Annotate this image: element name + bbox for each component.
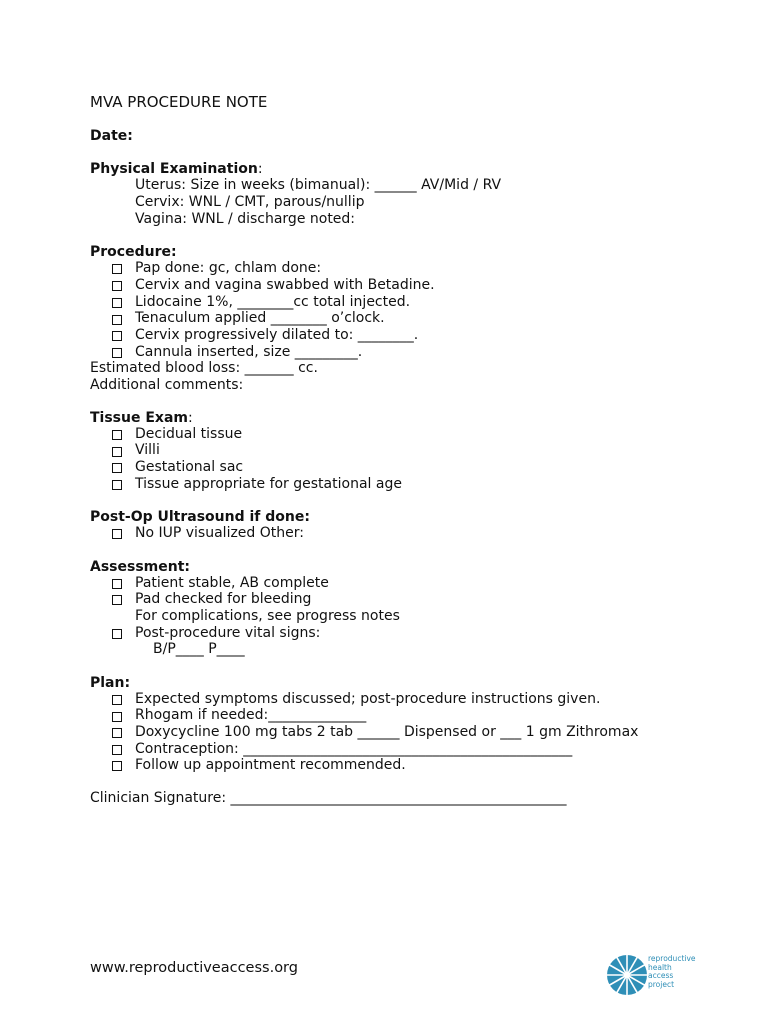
date-label: Date: (90, 128, 133, 144)
logo-line: project (648, 979, 675, 989)
page-title: MVA PROCEDURE NOTE (90, 93, 268, 111)
checkbox-icon[interactable] (112, 728, 122, 738)
logo-line: health (648, 962, 672, 972)
plan-item: Follow up appointment recommended. (135, 757, 406, 773)
logo-line: access (648, 971, 674, 980)
checkbox-icon[interactable] (112, 529, 122, 539)
assessment-item: Pad checked for bleeding (135, 591, 312, 607)
procedure-item: Pap done: gc, chlam done: (135, 260, 322, 276)
tissue-item: Tissue appropriate for gestational age (135, 476, 402, 492)
plan-item: Expected symptoms discussed; post-procedure instructions given. (135, 691, 601, 707)
procedure-item: Cervix progressively dilated to: ________. (135, 327, 419, 343)
checkbox-icon[interactable] (112, 315, 122, 325)
checkbox-icon[interactable] (112, 712, 122, 722)
checkbox-icon[interactable] (112, 695, 122, 705)
checkbox-icon[interactable] (112, 264, 122, 274)
tissue-exam-heading (90, 409, 193, 427)
checkbox-icon[interactable] (112, 463, 122, 473)
checkbox-icon[interactable] (112, 430, 122, 440)
checkbox-icon[interactable] (112, 629, 122, 639)
logo-line: reproductive (648, 954, 696, 963)
cervix-line: Cervix: WNL / CMT, parous/nullip (135, 194, 365, 210)
tissue-item: Decidual tissue (135, 426, 243, 442)
vitals-line: B/P____ P____ (153, 641, 245, 657)
postop-item: No IUP visualized Other: (135, 525, 304, 541)
logo-wordmark (648, 955, 718, 989)
checkbox-icon[interactable] (112, 281, 122, 291)
checkbox-icon[interactable] (112, 761, 122, 771)
procedure-item: Lidocaine 1%, ________cc total injected. (135, 294, 411, 310)
postop-heading: Post-Op Ultrasound if done: (90, 509, 310, 525)
physical-exam-heading-colon: : (257, 161, 263, 177)
procedure-item: Tenaculum applied ________ o’clock. (135, 310, 385, 326)
assessment-item: Patient stable, AB complete (135, 575, 329, 591)
plan-item: Doxycycline 100 mg tabs 2 tab ______ Dispensed or ___ 1 gm Zithromax (135, 724, 639, 740)
additional-comments-line: Additional comments: (90, 377, 244, 393)
tissue-item: Gestational sac (135, 459, 244, 475)
plan-item: Contraception: _______________________________________________ (135, 741, 573, 757)
procedure-item: Cervix and vagina swabbed with Betadine. (135, 277, 435, 293)
complications-note: For complications, see progress notes (135, 608, 400, 624)
checkbox-icon[interactable] (112, 579, 122, 589)
procedure-heading: Procedure: (90, 244, 177, 260)
sunburst-logo-icon (606, 954, 648, 996)
tissue-exam-heading-colon: : (187, 410, 193, 426)
physical-exam-heading-text: Physical Examination (90, 161, 258, 177)
plan-item: Rhogam if needed:______________ (135, 707, 367, 723)
footer-url[interactable]: www.reproductiveaccess.org (90, 960, 298, 976)
checkbox-icon[interactable] (112, 348, 122, 358)
uterus-line: Uterus: Size in weeks (bimanual): ______ AV/Mid / RV (135, 177, 502, 193)
clinician-signature-line: Clinician Signature: ________________________________________________ (90, 790, 567, 806)
vagina-line: Vagina: WNL / discharge noted: (135, 211, 356, 227)
blood-loss-line: Estimated blood loss: _______ cc. (90, 360, 318, 376)
checkbox-icon[interactable] (112, 447, 122, 457)
checkbox-icon[interactable] (112, 331, 122, 341)
tissue-exam-heading-text: Tissue Exam (90, 410, 188, 426)
checkbox-icon[interactable] (112, 595, 122, 605)
assessment-heading: Assessment: (90, 559, 191, 575)
checkbox-icon[interactable] (112, 745, 122, 755)
checkbox-icon[interactable] (112, 298, 122, 308)
plan-heading: Plan: (90, 675, 131, 691)
assessment-item: Post-procedure vital signs: (135, 625, 321, 641)
checkbox-icon[interactable] (112, 480, 122, 490)
physical-exam-heading (90, 160, 263, 178)
tissue-item: Villi (135, 442, 160, 458)
procedure-item: Cannula inserted, size _________. (135, 344, 363, 360)
